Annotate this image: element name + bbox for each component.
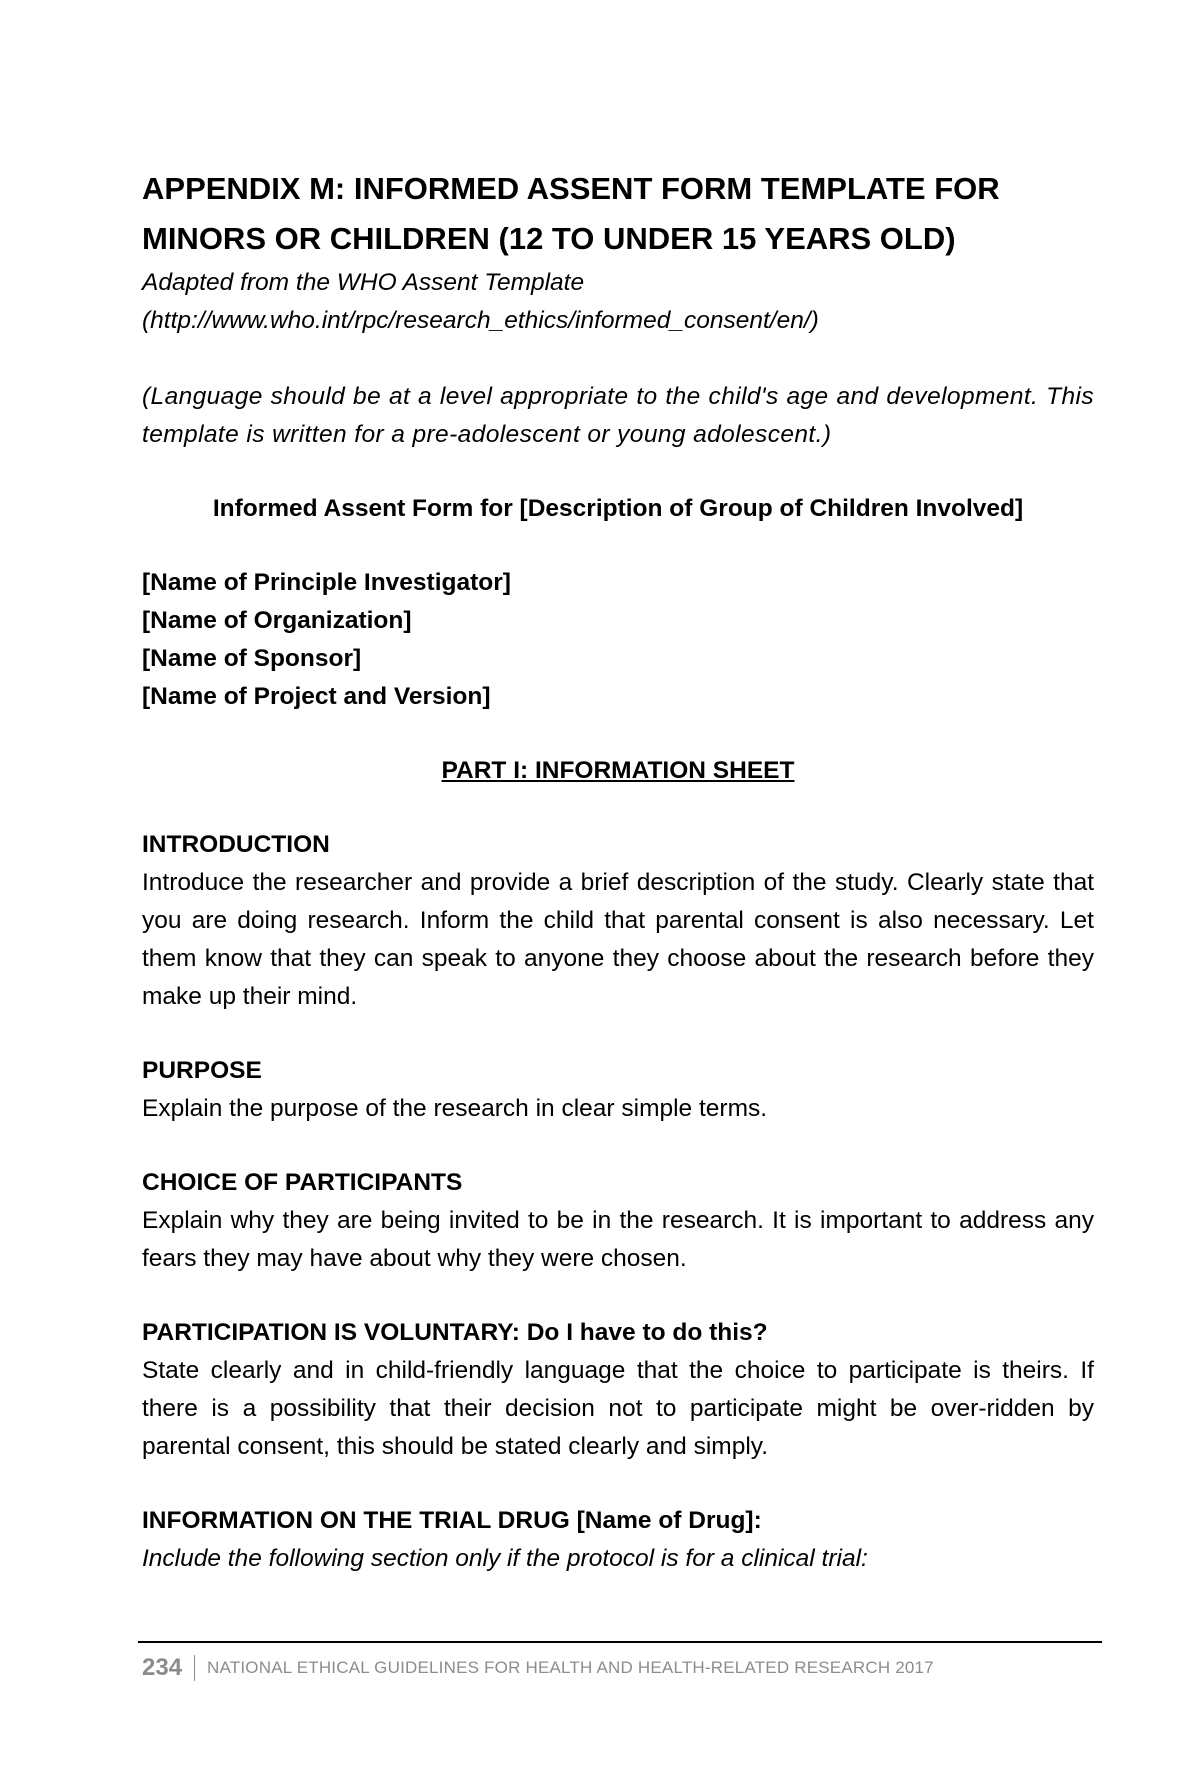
- spacer: [142, 1466, 1094, 1502]
- running-title: NATIONAL ETHICAL GUIDELINES FOR HEALTH AND HEALTH-RELATED RESEARCH 2017: [207, 1658, 934, 1677]
- section-heading: PARTICIPATION IS VOLUNTARY: Do I have to do this?: [142, 1319, 768, 1346]
- placeholder-organization: [Name of Organization]: [142, 607, 412, 634]
- adapted-from-line: Adapted from the WHO Assent Template: [142, 269, 585, 296]
- spacer: [142, 1016, 1094, 1052]
- page-number: 234: [142, 1654, 183, 1681]
- spacer: [142, 790, 1094, 826]
- section-body: Explain the purpose of the research in clear simple terms.: [142, 1095, 768, 1122]
- footer-separator: [194, 1655, 195, 1681]
- section-heading: PURPOSE: [142, 1057, 262, 1084]
- language-note: (Language should be at a level appropriate to the child's age and development. This template is written for a pre-adolescent or young adolescent.): [142, 383, 1094, 448]
- section-introduction: [142, 826, 1094, 1016]
- form-heading: Informed Assent Form for [Description of Group of Children Involved]: [212, 495, 1024, 522]
- section-trial-drug: [142, 1502, 1094, 1578]
- spacer: [142, 454, 1094, 490]
- section-body: State clearly and in child-friendly language that the choice to participate is theirs. If there is a possibility that their decision not to participate might be over-ridden by parental consent, this should be stated clearly and simply.: [142, 1357, 1094, 1460]
- section-participation-voluntary: [142, 1314, 1094, 1466]
- section-choice-of-participants: [142, 1164, 1094, 1278]
- who-template-url: (http://www.who.int/rpc/research_ethics/informed_consent/en/): [142, 307, 819, 334]
- placeholder-principal-investigator: [Name of Principle Investigator]: [142, 569, 511, 596]
- footer-divider: [138, 1641, 1102, 1643]
- section-purpose: [142, 1052, 1094, 1128]
- part-one-heading: PART I: INFORMATION SHEET: [441, 757, 795, 784]
- appendix-title-line-1: APPENDIX M: INFORMED ASSENT FORM TEMPLATE FOR: [142, 171, 1000, 206]
- section-body: Include the following section only if the protocol is for a clinical trial:: [142, 1545, 868, 1572]
- placeholder-sponsor: [Name of Sponsor]: [142, 645, 362, 672]
- placeholder-project-version: [Name of Project and Version]: [142, 683, 491, 710]
- section-body: Explain why they are being invited to be in the research. It is important to address any fears they may have about why they were chosen.: [142, 1207, 1094, 1272]
- section-heading: INTRODUCTION: [142, 831, 330, 858]
- page-content: [142, 164, 1094, 1578]
- spacer: [142, 716, 1094, 752]
- appendix-title-line-2: MINORS OR CHILDREN (12 TO UNDER 15 YEARS OLD): [142, 221, 956, 256]
- section-heading: INFORMATION ON THE TRIAL DRUG [Name of Drug]:: [142, 1507, 762, 1534]
- spacer: [142, 1278, 1094, 1314]
- section-heading: CHOICE OF PARTICIPANTS: [142, 1169, 463, 1196]
- spacer: [142, 1128, 1094, 1164]
- spacer: [142, 340, 1094, 378]
- page-footer: [142, 1650, 934, 1686]
- spacer: [142, 528, 1094, 564]
- section-body: Introduce the researcher and provide a brief description of the study. Clearly state that you are doing research. Inform the child that parental consent is also necessary. Let them know that they can speak to anyone they choose about the research before they make up their mind.: [142, 869, 1094, 1010]
